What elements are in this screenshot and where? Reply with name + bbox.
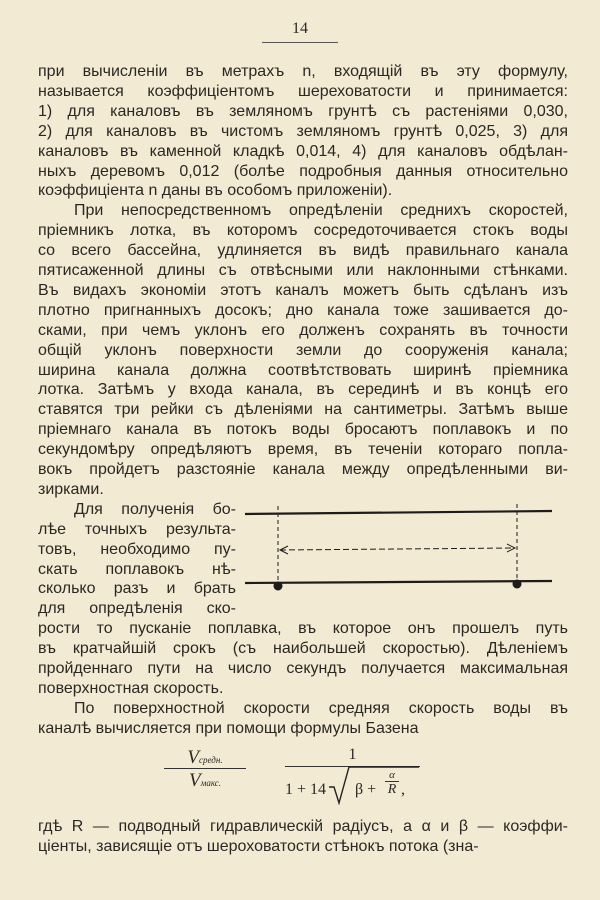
rhs-den-beta: β + — [355, 781, 377, 798]
text-line: при вычисленіи въ метрахъ n, входящій въ эту формулу, — [38, 63, 568, 80]
text-line: пройденнаго пути на число секундъ получается максимальная — [38, 660, 568, 677]
text-line: плотно пригнанныхъ досокъ; дно канала тоже зашивается до- — [38, 301, 568, 319]
text-line: зирками. — [38, 480, 104, 498]
distance-arrow — [280, 548, 515, 550]
marker-dot-right — [513, 580, 522, 589]
channel-bottom-wall — [245, 581, 552, 583]
text-line: для опредѣленія ско- — [38, 600, 236, 618]
text-line: поверхностная скорость. — [38, 679, 224, 697]
text-line: скать поплавокъ нѣ- — [38, 560, 236, 578]
text-line: каналѣ вычисляется при помощи формулы Базена — [38, 719, 419, 737]
text-line: При непосредственномъ опредѣленіи среднихъ скоростей, — [74, 202, 568, 220]
text-line: лотка. Затѣмъ у входа канала, въ серединѣ и въ концѣ его — [38, 381, 568, 399]
text-line: вокъ пройдетъ разстояніе канала между опредѣленными ви- — [38, 461, 568, 478]
float-channel-figure — [240, 500, 560, 600]
lhs-denominator: V — [189, 770, 201, 791]
text-line: въ кратчайшій срокъ (съ наибольшей скоростью). Дѣленіемъ — [38, 640, 568, 658]
text-line: со всего бассейна, удлиняется въ видѣ правильнаго канала — [38, 242, 568, 260]
text-line: сками, при чемъ уклонъ его долженъ сохранять въ точности — [38, 321, 568, 339]
text-line: 1) для каналовъ въ земляномъ грунтѣ съ растеніями 0,030, — [38, 102, 568, 120]
marker-dot-left — [274, 582, 283, 591]
text-line: пріемнаго канала въ потокъ воды бросаютъ поплавокъ и по — [38, 421, 568, 439]
text-line: товъ, необходимо пу- — [38, 540, 236, 558]
text-line: называется коэффиціентомъ шереховатости и принимается: — [38, 82, 568, 100]
text-line: лѣе точныхъ результа- — [38, 520, 236, 538]
header-rule — [262, 42, 338, 43]
rhs-den-suffix: , — [401, 781, 405, 798]
lhs-numerator: V — [187, 747, 200, 768]
text-line: Для полученія бо- — [74, 500, 236, 518]
text-line: сколько разъ и брать — [38, 580, 236, 598]
text-line: каналовъ въ каменной кладкѣ 0,014, 4) для каналовъ обдѣлан- — [38, 142, 568, 160]
lhs-fraction — [160, 747, 250, 792]
radius-R: R — [387, 782, 397, 797]
text-line: пятисаженной длины съ отвѣсными или наклонными стѣнками. — [38, 262, 568, 279]
text-line: коэффиціента n даны въ особомъ приложеніи). — [38, 182, 393, 200]
text-line: пріемникъ лотка, въ которомъ сосредоточивается стокъ воды — [38, 222, 568, 240]
text-line: гдѣ R — подводный гидравлическій радіусъ, а α и β — коэффи- — [38, 818, 568, 835]
text-line: общій уклонъ поверхности земли до сооруженія канала; — [38, 341, 568, 359]
page-number: 14 — [292, 20, 308, 37]
text-line: 2) для каналовъ въ чистомъ земляномъ грунтѣ 0,025, 3) для — [38, 122, 568, 140]
text-line: ширина канала должна соотвѣтствовать ширинѣ пріемника — [38, 361, 568, 379]
rhs-numerator: 1 — [348, 746, 357, 763]
text-line: ставятся три рейки съ дѣленіями на сантиметры. Затѣмъ выше — [38, 401, 568, 419]
text-line: ціенты, зависящіе отъ шероховатости стѣнокъ потока (зна- — [38, 838, 479, 855]
channel-top-wall — [245, 511, 552, 514]
alpha: α — [389, 769, 395, 781]
text-line: Въ видахъ экономіи этотъ каналъ можетъ быть сдѣланъ изъ — [38, 281, 568, 299]
lhs-numerator-sub: средн. — [199, 755, 223, 765]
text-line: секундомѣру опредѣляютъ время, въ теченіи котораго попла- — [38, 441, 568, 459]
rhs-den-prefix: 1 + 14 — [285, 781, 327, 798]
text-line: По поверхностной скорости средняя скорость воды въ — [74, 699, 568, 717]
text-line: рости то пусканіе поплавка, въ которое онъ прошелъ путь — [38, 620, 568, 638]
lhs-denominator-sub: макс. — [200, 778, 221, 788]
rhs-fraction — [285, 746, 420, 803]
text-line: ныхъ деревомъ 0,012 (болѣе подробныя данныя относительно — [38, 162, 568, 180]
